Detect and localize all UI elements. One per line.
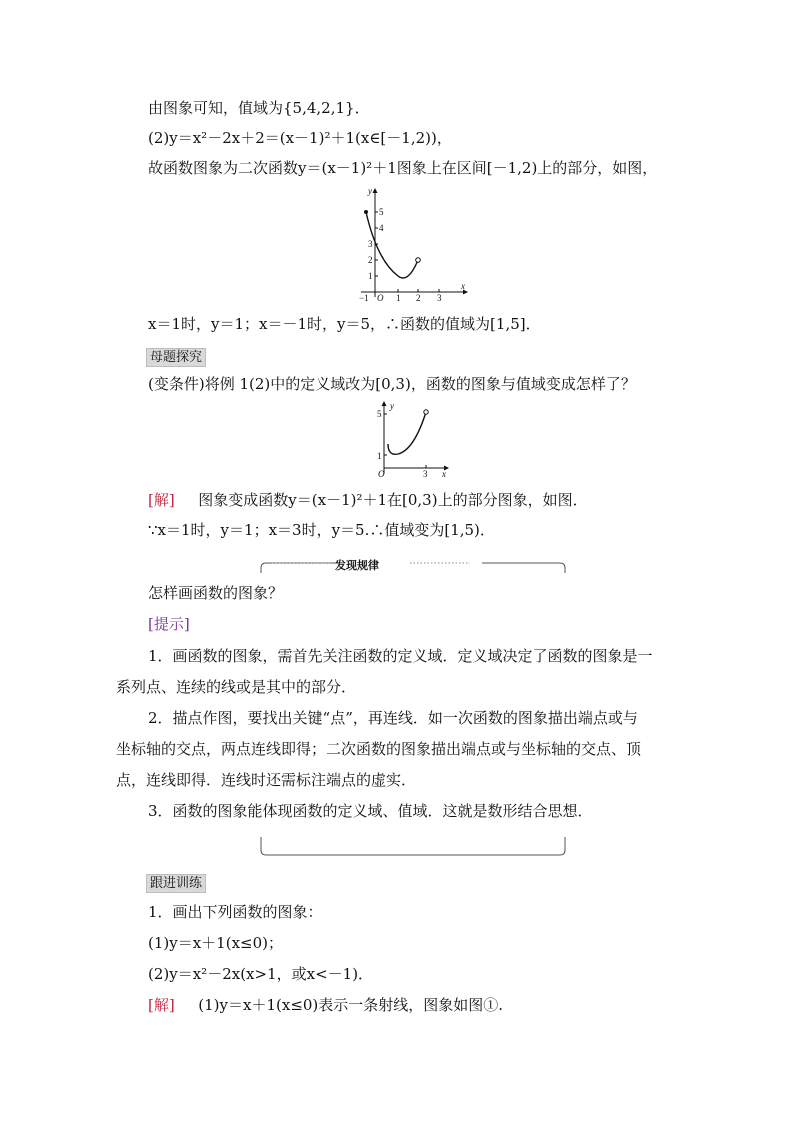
- y-tick-label: 1: [368, 271, 373, 281]
- text-line: 故函数图象为二次函数y＝(x－1)²＋1图象上在区间[－1,2)上的部分，如图，: [148, 159, 658, 177]
- tag-label: 跟进训练: [146, 874, 206, 893]
- solution-text: (1)y＝x＋1(x≤0)表示一条射线，图象如图①.: [198, 996, 504, 1014]
- x-axis-label: x: [461, 281, 465, 291]
- y-tick-label: 2: [368, 255, 373, 265]
- text-line: 坐标轴的交点，两点连线即得；二次函数的图象描出端点或与坐标轴的交点、顶: [116, 740, 642, 758]
- solution-text: 图象变成函数y＝(x－1)²＋1在[0,3)上的部分图象，如图．: [198, 491, 588, 509]
- text-line: 由图象可知，值域为{5,4,2,1}．: [148, 99, 370, 117]
- text-line: (2)y＝x²－2x＋2＝(x－1)²＋1(x∈[－1,2))，: [148, 129, 452, 147]
- y-tick-label: 4: [379, 223, 384, 233]
- tag-label: 母题探究: [146, 348, 206, 367]
- function-graph-2: [372, 400, 452, 480]
- y-tick-label: 5: [377, 409, 382, 419]
- text-line: 系列点、连续的线或是其中的部分．: [116, 678, 357, 696]
- solution-tag: [解]: [148, 491, 175, 509]
- text-line: (1)y＝x＋1(x≤0)；: [148, 934, 284, 952]
- x-tick-label: −1: [359, 293, 369, 303]
- discovery-banner-frame-bottom: [260, 836, 566, 858]
- x-axis-label: x: [442, 469, 446, 479]
- x-tick-label: 3: [437, 293, 442, 303]
- y-axis-label: y: [390, 401, 394, 411]
- origin-label: O: [377, 293, 384, 303]
- y-tick-label: 3: [368, 239, 373, 249]
- text-line: x＝1时，y＝1；x＝－1时，y＝5，∴函数的值域为[1,5]．: [148, 315, 541, 333]
- text-line: 3．函数的图象能体现函数的定义域、值域．这就是数形结合思想．: [148, 802, 593, 820]
- text-line: 怎样画函数的图象？: [148, 584, 284, 602]
- text-line: 2．描点作图，要找出关键“点”，再连线．如一次函数的图象描出端点或与: [148, 709, 638, 727]
- section-tag-mother-problem: [146, 346, 206, 367]
- text-line: (变条件)将例 1(2)中的定义域改为[0,3)，函数的图象与值域变成怎样了？: [148, 375, 636, 393]
- x-tick-label: 2: [416, 293, 421, 303]
- origin-label: O: [378, 469, 385, 479]
- text-line: ∵x＝1时，y＝1；x＝3时，y＝5.∴值域变为[1,5)．: [148, 521, 495, 539]
- section-tag-follow-up: [146, 872, 206, 893]
- x-tick-label: 1: [396, 293, 401, 303]
- text-line: 点，连线即得．连线时还需标注端点的虚实．: [116, 771, 417, 789]
- text-line: (2)y＝x²－2x(x>1，或x<－1)．: [148, 965, 374, 983]
- y-axis-label: y: [368, 186, 372, 196]
- text-line: 1．画函数的图象，需首先关注函数的定义域．定义域决定了函数的图象是一: [148, 647, 653, 665]
- discovery-banner-title: 发现规律: [335, 559, 379, 572]
- discovery-banner-frame: [260, 560, 566, 574]
- x-tick-label: 3: [423, 469, 428, 479]
- text-line: [148, 995, 503, 1015]
- y-tick-label: 5: [379, 207, 384, 217]
- solution-tag: [解]: [148, 996, 175, 1014]
- text-line: 1．画出下列函数的图象：: [148, 903, 323, 921]
- hint-tag: [提示]: [148, 615, 190, 633]
- text-line: [148, 490, 588, 510]
- y-tick-label: 1: [377, 451, 382, 461]
- function-graph-1: [355, 185, 475, 303]
